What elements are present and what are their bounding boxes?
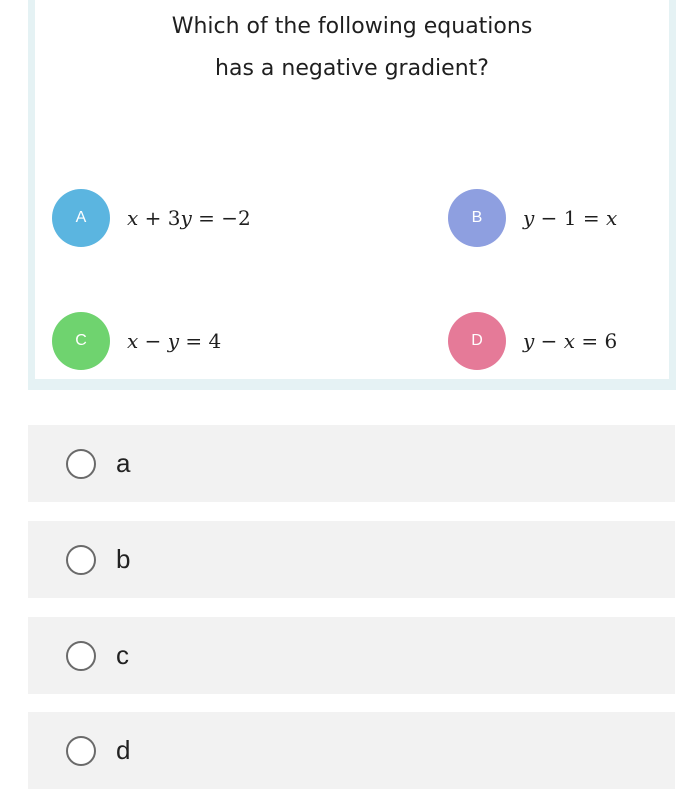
answer-label: c [116,640,129,670]
option-c [52,312,221,370]
option-b-equation: y − 1 = x [523,206,618,230]
option-b [448,189,617,247]
answer-choice-d[interactable] [28,712,675,789]
option-a-badge [52,189,110,247]
option-c-badge [52,312,110,370]
radio-circle-icon[interactable] [66,545,96,575]
question-line-2: has a negative gradient? [215,56,489,81]
radio-circle-icon[interactable] [66,736,96,766]
option-a-equation: x + 3y = −2 [127,206,251,230]
option-d [448,312,617,370]
option-a [52,189,251,247]
option-a-letter: A [75,209,87,226]
option-d-equation: y − x = 6 [523,329,618,353]
radio-circle-icon[interactable] [66,641,96,671]
answer-choice-a[interactable] [28,425,675,502]
option-b-letter: B [471,209,483,226]
option-b-badge [448,189,506,247]
question-card [28,0,676,390]
option-d-badge [448,312,506,370]
answer-choice-c[interactable] [28,617,675,694]
answer-label: b [116,544,131,574]
answer-choice-b[interactable] [28,521,675,598]
answer-label: a [116,448,131,478]
option-c-equation: x − y = 4 [127,329,222,353]
answer-label: d [116,735,131,765]
option-d-letter: D [471,332,483,349]
radio-circle-icon[interactable] [66,449,96,479]
question-line-1: Which of the following equations [171,14,533,39]
question-panel [35,0,669,379]
option-c-letter: C [75,332,87,349]
question-text [35,6,669,90]
